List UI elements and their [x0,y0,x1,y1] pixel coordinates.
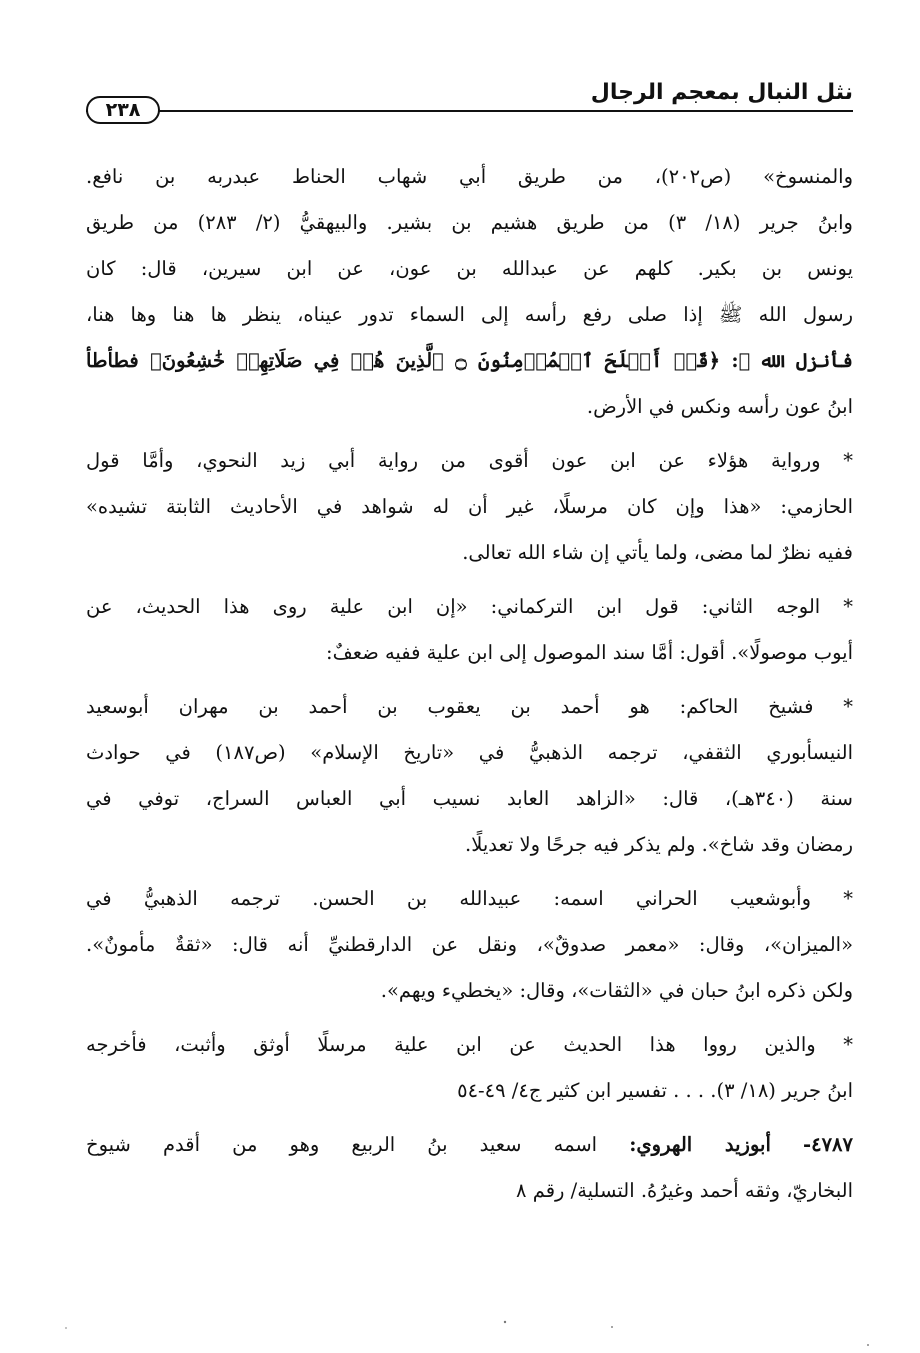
text-line: النيسأبوري الثقفي، ترجمه الذهبيُّ في «تاريخ الإسلام» (ص١٨٧) في حوادث [86,741,853,764]
text-line: * الوجه الثاني: قول ابن التركماني: «إن ابن علية روى هذا الحديث، عن [86,595,853,618]
paragraph-second-aspect [86,584,853,676]
paragraph-shaykh-al-hakim [86,684,853,868]
paragraph-gap [86,868,853,876]
biography-entry [86,1122,853,1214]
paragraph-abu-zayd [86,438,853,576]
paragraph-gap [86,1114,853,1122]
scan-speck [611,1326,613,1328]
page-body [86,154,853,1214]
paragraph-abu-shuayb [86,876,853,1014]
text-line: ابنُ عون رأسه ونكس في الأرض. [586,395,853,418]
text-line: رمضان وقد شاخ». ولم يذكر فيه جرحًا ولا تعديلًا. [465,833,853,856]
text-line: * وأبوشعيب الحراني اسمه: عبيدالله بن الحسن. ترجمه الذهبيُّ في [86,887,853,910]
text-line: والمنسوخ» (ص٢٠٢)، من طريق أبي شهاب الحناط عبدربه بن نافع. [86,165,853,188]
text-line: رسول الله ﷺ إذا صلى رفع رأسه إلى السماء تدور عيناه، ينظر ها هنا وها هنا، [86,303,853,326]
text-line: ابنُ جرير (١٨/ ٣). . . . تفسير ابن كثير ج٤/ ٤٩-٥٤ [457,1079,853,1102]
text-line: * والذين رووا هذا الحديث عن ابن علية مرسلًا أوثق وأثبت، فأخرجه [86,1033,853,1056]
text-line: ولكن ذكره ابنُ حبان في «الثقات»، وقال: «يخطيء ويهم». [380,979,853,1002]
scan-speck [65,1327,67,1329]
running-title: نثل النبال بمعجم الرجال [590,80,853,105]
entry-number: ٤٧٨٧- [803,1133,853,1156]
page-header [86,72,853,122]
entry-first-line [86,1122,853,1168]
paragraph-gap [86,576,853,584]
text-line: الحازمي: «هذا وإن كان مرسلًا، غير أن له شواهد في الأحاديث الثابتة تشيده» [86,495,853,518]
text-line: ففيه نظرٌ لما مضى، ولما يأتي إن شاء الله تعالى. [462,541,853,564]
text-line-quran-verse: فأنزل الله ﷻ: ﴿قَدۡ أَفۡلَحَ ٱلۡمُؤۡمِنُونَ ۝ ٱلَّذِينَ هُمۡ فِي صَلَاتِهِمۡ خَٰشِعُونَ﴾ فطأطأ [86,349,853,372]
text-line: «الميزان»، وقال: «معمر صدوقٌ»، ونقل عن الدارقطنيِّ أنه قال: «ثقةٌ مأمونٌ». [86,933,853,956]
header-rule [86,110,853,112]
text-line: * ورواية هؤلاء عن ابن عون أقوى من رواية أبي زيد النحوي، وأمَّا قول [86,449,853,472]
text-line: * فشيخ الحاكم: هو أحمد بن يعقوب بن أحمد بن مهران أبوسعيد [86,695,853,718]
text-line: أيوب موصولًا». أقول: أمَّا سند الموصول إلى ابن علية ففيه ضعفٌ: [326,641,853,664]
page-number-badge: ٢٣٨ [86,96,160,124]
text-line: سنة (٣٤٠هـ)، قال: «الزاهد العابد نسيب أبي العباس السراج، توفي في [86,787,853,810]
text-line: يونس بن بكير. كلهم عن عبدالله بن عون، عن ابن سيرين، قال: كان [86,257,853,280]
text-line: وابنُ جرير (١٨/ ٣) من طريق هشيم بن بشير. والبيهقيُّ (٢/ ٢٨٣) من طريق [86,211,853,234]
paragraph-gap [86,430,853,438]
entry-text: اسمه سعيد بنُ الربيع وهو من أقدم شيوخ [86,1133,598,1156]
entry-name: أبوزيد الهروي: [629,1133,771,1156]
paragraph-mursal-narrators [86,1022,853,1114]
scan-speck [504,1321,506,1323]
paragraph-isnad-continuation [86,154,853,430]
text-line: البخاريّ، وثقه أحمد وغيرُهُ. التسلية/ رقم ٨ [516,1179,853,1202]
paragraph-gap [86,676,853,684]
scan-speck [867,1344,869,1346]
paragraph-gap [86,1014,853,1022]
